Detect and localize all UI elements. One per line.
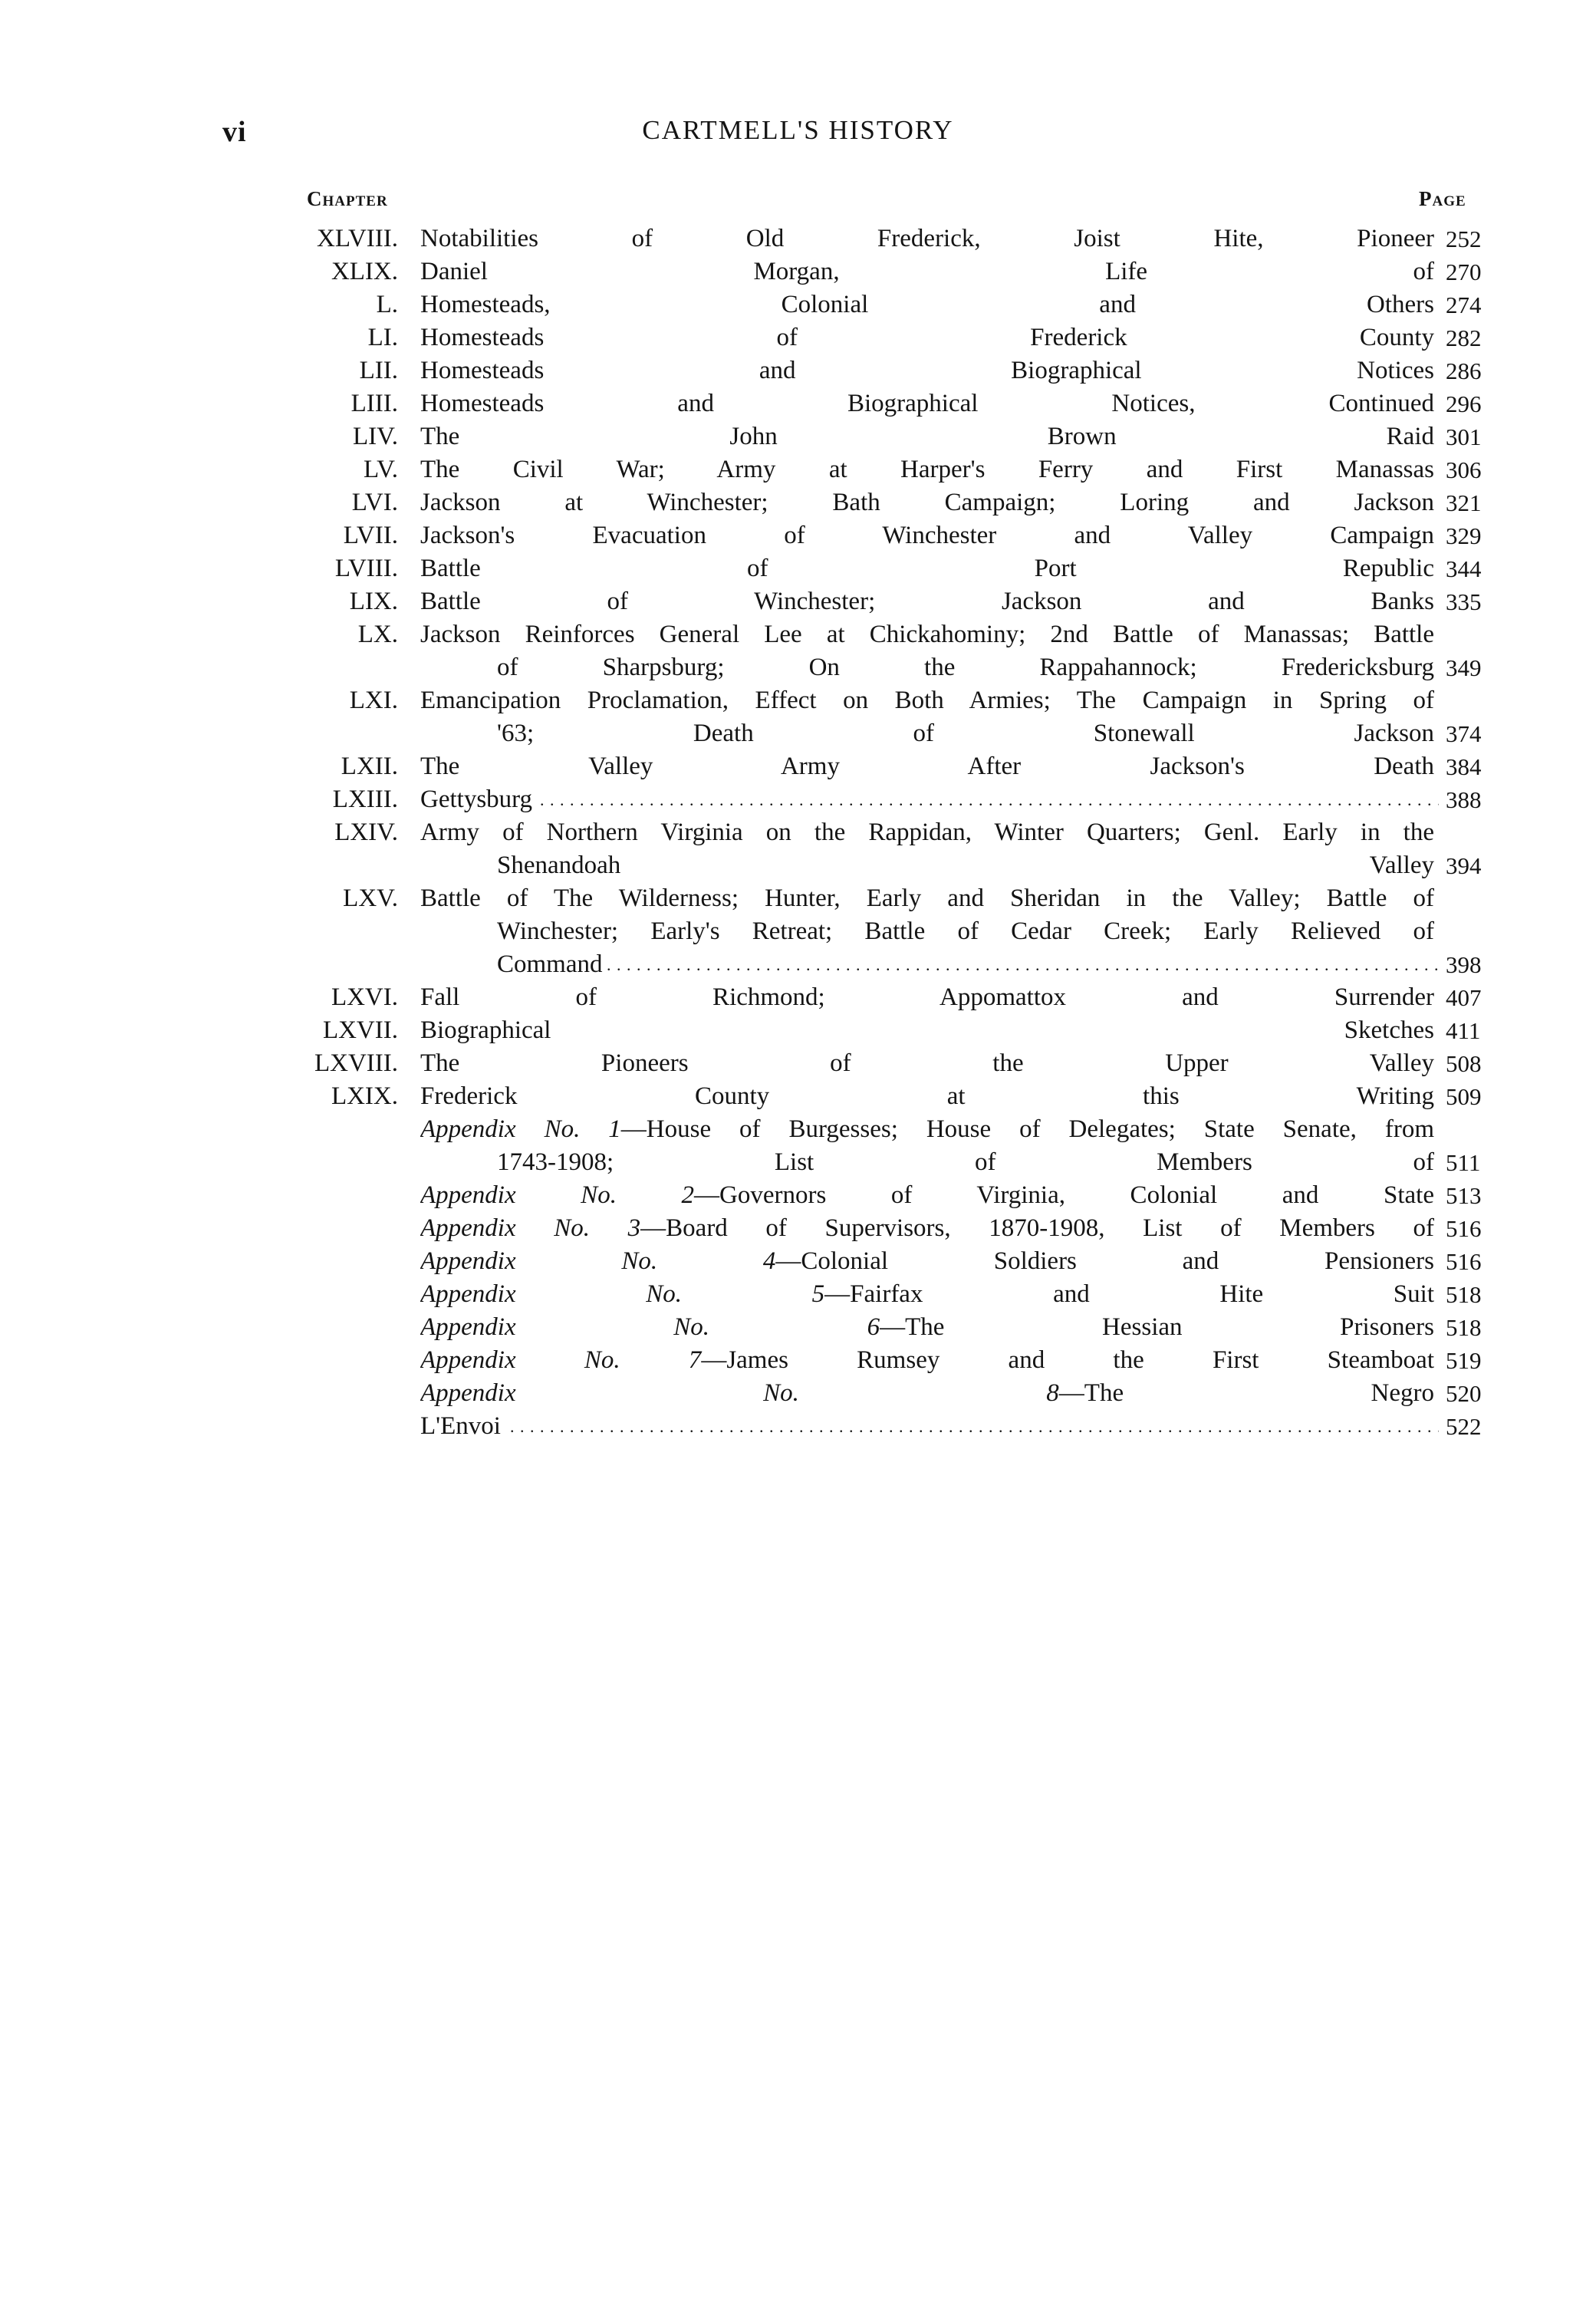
- appendix-entry: [0, 1344, 1596, 1377]
- entry-title-line: [497, 717, 1439, 750]
- chapter-number: LVI.: [351, 489, 398, 516]
- entry-title: [420, 1311, 1439, 1344]
- chapter-number: LXVII.: [322, 1016, 398, 1044]
- entry-text: —Governors of Virginia, Colonial and State: [694, 1181, 1434, 1209]
- entry-title-line: [420, 750, 1439, 783]
- chapter-number: LXVI.: [331, 983, 398, 1011]
- toc-entry: [0, 255, 1596, 288]
- entry-text: Battle of Winchester; Jackson and Banks: [420, 588, 1434, 615]
- entry-title-line: [497, 948, 1439, 981]
- entry-title-line: [420, 1014, 1439, 1047]
- entry-text: Jackson's Evacuation of Winchester and Valley Campaign: [420, 522, 1434, 549]
- entry-text: Jackson at Winchester; Bath Campaign; Loring and Jackson: [420, 489, 1434, 516]
- chapter-number: LXII.: [341, 753, 398, 780]
- entry-text: Army of Northern Virginia on the Rappidan, Winter Quarters; Genl. Early in the: [420, 819, 1434, 846]
- chapter-number: LXIV.: [334, 819, 398, 846]
- chapter-number: LXIX.: [331, 1082, 398, 1110]
- page-reference: 286: [1446, 357, 1482, 384]
- entry-title: [420, 552, 1439, 585]
- entry-title: [420, 783, 1439, 816]
- page-reference: 509: [1446, 1083, 1482, 1110]
- entry-text: Command: [497, 950, 603, 978]
- chapter-number: LXV.: [343, 884, 398, 912]
- appendix-entry: [0, 1377, 1596, 1410]
- entry-text: —Colonial Soldiers and Pensioners: [775, 1247, 1434, 1275]
- entry-text: Battle of Port Republic: [420, 555, 1434, 582]
- entry-title: [420, 1179, 1439, 1212]
- toc-entry: [0, 321, 1596, 354]
- appendix-entry: [0, 1179, 1596, 1212]
- entry-title: [420, 420, 1439, 453]
- entry-title-line: [420, 1278, 1439, 1311]
- appendix-entry: [0, 1278, 1596, 1311]
- page-reference: 335: [1446, 588, 1482, 615]
- entry-title: [420, 1014, 1439, 1047]
- entry-title-line: [420, 1212, 1439, 1245]
- page-reference: 508: [1446, 1050, 1482, 1077]
- entry-title: [420, 1377, 1439, 1410]
- entry-title: [420, 288, 1439, 321]
- toc-entry: [0, 1014, 1596, 1047]
- entry-title: [420, 981, 1439, 1014]
- entry-text: L'Envoi: [420, 1412, 501, 1440]
- chapter-number: LVIII.: [334, 555, 398, 582]
- entry-title-line: [420, 420, 1439, 453]
- entry-text: —The Negro: [1058, 1379, 1434, 1407]
- toc-entry: [0, 981, 1596, 1014]
- appendix-entry: [0, 1212, 1596, 1245]
- page-reference: 516: [1446, 1248, 1482, 1275]
- toc-entry: [0, 783, 1596, 816]
- entry-title: [420, 750, 1439, 783]
- chapter-number: LIX.: [349, 588, 398, 615]
- entry-text: —The Hessian Prisoners: [880, 1313, 1434, 1341]
- entry-text: Emancipation Proclamation, Effect on Both Armies; The Campaign in Spring of: [420, 687, 1434, 714]
- entry-title: [420, 453, 1439, 486]
- page-reference: 519: [1446, 1347, 1482, 1374]
- entry-text: Homesteads of Frederick County: [420, 324, 1434, 351]
- entry-title: [420, 1212, 1439, 1245]
- appendix-entry: [0, 1113, 1596, 1179]
- chapter-number: LII.: [359, 357, 398, 384]
- toc-entry: [0, 453, 1596, 486]
- entry-text: Homesteads and Biographical Notices: [420, 357, 1434, 384]
- chapter-number: LXI.: [349, 687, 398, 714]
- entry-text: —Board of Supervisors, 1870-1908, List of Members of: [640, 1214, 1434, 1242]
- entry-title-line: [420, 585, 1439, 618]
- toc-entry: [0, 585, 1596, 618]
- chapter-number: LIV.: [353, 423, 398, 450]
- appendix-entry: [0, 1245, 1596, 1278]
- entry-title: [420, 387, 1439, 420]
- entry-title-line: [420, 1047, 1439, 1080]
- entry-text: Daniel Morgan, Life of: [420, 258, 1434, 285]
- chapter-number: L.: [376, 291, 398, 318]
- entry-title-line: [420, 486, 1439, 519]
- entry-title-line: [420, 222, 1439, 255]
- entry-title-line: [420, 882, 1439, 915]
- entry-text: Battle of The Wilderness; Hunter, Early and Sheridan in the Valley; Battle of: [420, 884, 1434, 912]
- chapter-number: LVII.: [343, 522, 398, 549]
- chapter-number: LV.: [364, 456, 398, 483]
- page-reference: 513: [1446, 1182, 1482, 1209]
- page-reference: 374: [1446, 720, 1482, 747]
- page-reference: 349: [1446, 654, 1482, 681]
- entry-text: Homesteads, Colonial and Others: [420, 291, 1434, 318]
- entry-text: Fall of Richmond; Appomattox and Surrender: [420, 983, 1434, 1011]
- entry-title-line: [497, 651, 1439, 684]
- page-reference: 270: [1446, 259, 1482, 285]
- page-reference: 252: [1446, 226, 1482, 252]
- page-number: vi: [222, 116, 247, 148]
- page-reference: 301: [1446, 423, 1482, 450]
- entry-title: [420, 1080, 1439, 1113]
- appendix-label: Appendix No. 3: [420, 1214, 641, 1242]
- entry-title: [420, 519, 1439, 552]
- entry-title-line: [420, 519, 1439, 552]
- page-reference: 518: [1446, 1281, 1482, 1308]
- entry-text: Winchester; Early's Retreat; Battle of Cedar Creek; Early Relieved of: [497, 917, 1434, 945]
- entry-title: [420, 816, 1439, 882]
- page-reference: 516: [1446, 1215, 1482, 1242]
- entry-title-line: [497, 915, 1439, 948]
- toc-entry: [0, 1047, 1596, 1080]
- entry-title-line: [420, 1410, 1439, 1443]
- appendix-entry: [0, 1311, 1596, 1344]
- entry-title: [420, 321, 1439, 354]
- page-reference: 296: [1446, 390, 1482, 417]
- chapter-number: LX.: [357, 621, 398, 648]
- page-reference: 518: [1446, 1314, 1482, 1341]
- entry-title: [420, 255, 1439, 288]
- entry-text: The Valley Army After Jackson's Death: [420, 753, 1434, 780]
- appendix-label: Appendix No. 6: [420, 1313, 880, 1341]
- page-reference: 511: [1446, 1149, 1481, 1176]
- entry-title-line: [420, 1377, 1439, 1410]
- appendix-label: Appendix No. 8: [420, 1379, 1059, 1407]
- entry-title: [420, 585, 1439, 618]
- entry-text: —James Rumsey and the First Steamboat: [701, 1346, 1434, 1374]
- toc-entry: [0, 816, 1596, 882]
- entry-text: Gettysburg: [420, 786, 533, 813]
- entry-title-line: [420, 288, 1439, 321]
- entry-title-line: [420, 618, 1439, 651]
- page-reference: 306: [1446, 456, 1482, 483]
- page-reference: 388: [1446, 786, 1482, 813]
- page-reference: 329: [1446, 522, 1482, 549]
- page-reference: 520: [1446, 1380, 1482, 1407]
- entry-title: [420, 1344, 1439, 1377]
- entry-title-line: [420, 453, 1439, 486]
- envoi-entry: [0, 1410, 1596, 1443]
- entry-title: [420, 1113, 1439, 1179]
- entry-title-line: [420, 684, 1439, 717]
- appendix-label: Appendix No. 2: [420, 1181, 695, 1209]
- page-reference: 384: [1446, 753, 1482, 780]
- toc-entry: [0, 354, 1596, 387]
- entry-text: —Fairfax and Hite Suit: [824, 1280, 1434, 1308]
- entry-title: [420, 486, 1439, 519]
- chapter-column-heading: Chapter: [307, 187, 388, 210]
- table-of-contents: [0, 222, 1596, 1443]
- toc-entry: [0, 519, 1596, 552]
- entry-title-line: [420, 1344, 1439, 1377]
- entry-title-line: [420, 1080, 1439, 1113]
- entry-title-line: [420, 1311, 1439, 1344]
- page-reference: 274: [1446, 292, 1482, 318]
- page-reference: 522: [1446, 1413, 1482, 1440]
- entry-title-line: [420, 1245, 1439, 1278]
- entry-text: The John Brown Raid: [420, 423, 1434, 450]
- chapter-number: LXIII.: [332, 786, 398, 813]
- entry-title-line: [497, 849, 1439, 882]
- toc-entry: [0, 420, 1596, 453]
- page-reference: 411: [1446, 1017, 1481, 1044]
- appendix-label: Appendix No. 1: [420, 1115, 621, 1143]
- entry-text: 1743-1908; List of Members of: [497, 1148, 1434, 1176]
- toc-entry: [0, 552, 1596, 585]
- entry-title: [420, 684, 1439, 750]
- entry-title: [420, 222, 1439, 255]
- entry-title-line: [420, 816, 1439, 849]
- page-column-heading: Page: [1419, 187, 1466, 210]
- entry-title: [420, 1047, 1439, 1080]
- appendix-label: Appendix No. 5: [420, 1280, 825, 1308]
- toc-entry: [0, 486, 1596, 519]
- entry-title-line: [420, 1179, 1439, 1212]
- chapter-number: XLIX.: [331, 258, 398, 285]
- entry-text: Biographical Sketches: [420, 1016, 1434, 1044]
- appendix-label: Appendix No. 7: [420, 1346, 702, 1374]
- page-reference: 398: [1446, 951, 1482, 978]
- entry-text: '63; Death of Stonewall Jackson: [497, 720, 1434, 747]
- entry-title-line: [420, 387, 1439, 420]
- entry-text: Frederick County at this Writing: [420, 1082, 1434, 1110]
- toc-entry: [0, 222, 1596, 255]
- entry-title-line: [420, 255, 1439, 288]
- entry-title-line: [420, 783, 1439, 816]
- chapter-number: LXVIII.: [314, 1049, 398, 1077]
- toc-entry: [0, 684, 1596, 750]
- entry-title: [420, 882, 1439, 981]
- page-reference: 321: [1446, 489, 1482, 516]
- chapter-number: LIII.: [350, 390, 398, 417]
- toc-entry: [0, 387, 1596, 420]
- entry-title-line: [420, 1113, 1439, 1146]
- running-title: CARTMELL'S HISTORY: [642, 115, 954, 145]
- toc-entry: [0, 750, 1596, 783]
- entry-text: The Pioneers of the Upper Valley: [420, 1049, 1434, 1077]
- toc-entry: [0, 1080, 1596, 1113]
- appendix-label: Appendix No. 4: [420, 1247, 776, 1275]
- entry-title: [420, 618, 1439, 684]
- chapter-number: XLVIII.: [316, 225, 398, 252]
- chapter-number: LI.: [367, 324, 398, 351]
- entry-title: [420, 354, 1439, 387]
- entry-title-line: [420, 981, 1439, 1014]
- entry-title: [420, 1245, 1439, 1278]
- entry-text: of Sharpsburg; On the Rappahannock; Fredericksburg: [497, 654, 1434, 681]
- entry-text: The Civil War; Army at Harper's Ferry and First Manassas: [420, 456, 1434, 483]
- toc-entry: [0, 288, 1596, 321]
- page-reference: 344: [1446, 555, 1482, 582]
- entry-text: Shenandoah Valley: [497, 852, 1434, 879]
- entry-text: Homesteads and Biographical Notices, Continued: [420, 390, 1434, 417]
- entry-text: Jackson Reinforces General Lee at Chickahominy; 2nd Battle of Manassas; Battle: [420, 621, 1434, 648]
- entry-title-line: [420, 321, 1439, 354]
- entry-title: [420, 1410, 1439, 1443]
- page-reference: 407: [1446, 984, 1482, 1011]
- entry-title-line: [420, 552, 1439, 585]
- page-reference: 394: [1446, 852, 1482, 879]
- entry-text: Notabilities of Old Frederick, Joist Hite, Pioneer: [420, 225, 1434, 252]
- toc-entry: [0, 882, 1596, 981]
- entry-title-line: [420, 354, 1439, 387]
- entry-title-line: [497, 1146, 1439, 1179]
- toc-entry: [0, 618, 1596, 684]
- entry-text: —House of Burgesses; House of Delegates; State Senate, from: [620, 1115, 1434, 1143]
- entry-title: [420, 1278, 1439, 1311]
- page-reference: 282: [1446, 324, 1482, 351]
